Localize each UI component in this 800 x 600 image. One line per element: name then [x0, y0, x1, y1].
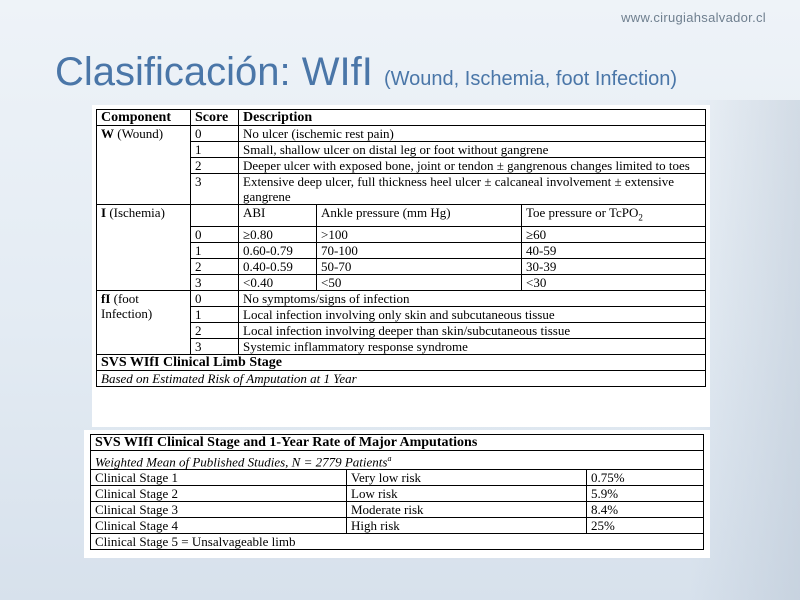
table-row — [97, 290, 706, 306]
wifi-component-table — [96, 109, 706, 387]
score-cell: 0 — [191, 290, 239, 306]
score-cell: 1 — [191, 242, 239, 258]
table-note-row — [91, 451, 704, 470]
site-url: www.cirugiahsalvador.cl — [621, 10, 766, 25]
wifi-classification-card — [92, 105, 710, 427]
score-cell: 2 — [191, 258, 239, 274]
desc-cell: Deeper ulcer with exposed bone, joint or tendon ± gangrenous changes limited to toes — [239, 158, 706, 174]
rate-cell: 0.75% — [587, 470, 704, 486]
header-score: Score — [191, 110, 239, 126]
component-wound: W (Wound) — [97, 126, 191, 205]
table-row — [91, 518, 704, 534]
score-cell: 2 — [191, 158, 239, 174]
header-description: Description — [239, 110, 706, 126]
desc-cell: Local infection involving only skin and subcutaneous tissue — [239, 306, 706, 322]
slide-title — [55, 48, 677, 103]
table-row — [97, 205, 706, 227]
risk-cell: Low risk — [347, 486, 587, 502]
desc-cell: Systemic inflammatory response syndrome — [239, 338, 706, 354]
stage-cell: Clinical Stage 2 — [91, 486, 347, 502]
desc-cell: No symptoms/signs of infection — [239, 290, 706, 306]
rate-cell: 8.4% — [587, 502, 704, 518]
score-cell: 1 — [191, 306, 239, 322]
ankle-cell: >100 — [317, 226, 522, 242]
score-cell: 3 — [191, 274, 239, 290]
table-header-row — [97, 110, 706, 126]
score-cell: 3 — [191, 338, 239, 354]
abi-cell: 0.40-0.59 — [239, 258, 317, 274]
toe-cell: ≥60 — [522, 226, 706, 242]
amputation-rate-table — [90, 434, 704, 550]
stage-cell: Clinical Stage 3 — [91, 502, 347, 518]
subheader-abi: ABI — [239, 205, 317, 227]
table-row — [91, 534, 704, 550]
stage-cell: Clinical Stage 1 — [91, 470, 347, 486]
subheader-ankle-pressure: Ankle pressure (mm Hg) — [317, 205, 522, 227]
ankle-cell: 70-100 — [317, 242, 522, 258]
score-cell: 3 — [191, 174, 239, 205]
toe-cell: 30-39 — [522, 258, 706, 274]
desc-cell: No ulcer (ischemic rest pain) — [239, 126, 706, 142]
stage-cell: Clinical Stage 4 — [91, 518, 347, 534]
ankle-cell: 50-70 — [317, 258, 522, 274]
desc-cell: Small, shallow ulcer on distal leg or foot without gangrene — [239, 142, 706, 158]
stage-5-cell: Clinical Stage 5 = Unsalvageable limb — [91, 534, 704, 550]
score-cell: 0 — [191, 226, 239, 242]
clinical-limb-stage-note: Based on Estimated Risk of Amputation at 1 Year — [97, 370, 706, 386]
score-cell: 2 — [191, 322, 239, 338]
score-cell: 0 — [191, 126, 239, 142]
table-footer-title-row — [97, 354, 706, 370]
toe-cell: 40-59 — [522, 242, 706, 258]
desc-cell: Local infection involving deeper than skin/subcutaneous tissue — [239, 322, 706, 338]
desc-cell: Extensive deep ulcer, full thickness heel ulcer ± calcaneal involvement ± extensive gangrene — [239, 174, 706, 205]
amputation-table-note: Weighted Mean of Published Studies, N = 2779 Patients$^a$ — [91, 451, 704, 470]
score-cell-empty — [191, 205, 239, 227]
component-infection: fI (foot Infection) — [97, 290, 191, 354]
rate-cell: 25% — [587, 518, 704, 534]
header-component: Component — [97, 110, 191, 126]
toe-cell: <30 — [522, 274, 706, 290]
component-ischemia: I (Ischemia) — [97, 205, 191, 291]
ankle-cell: <50 — [317, 274, 522, 290]
subheader-toe-pressure: Toe pressure or TcPO$_2$ — [522, 205, 706, 227]
abi-cell: <0.40 — [239, 274, 317, 290]
amputation-table-title: SVS WIfI Clinical Stage and 1-Year Rate of Major Amputations — [91, 435, 704, 451]
table-footer-note-row — [97, 370, 706, 386]
risk-cell: Very low risk — [347, 470, 587, 486]
title-main: Clasificación: WIfI — [55, 50, 373, 94]
table-row — [91, 502, 704, 518]
rate-cell: 5.9% — [587, 486, 704, 502]
table-row — [97, 126, 706, 142]
table-header-row — [91, 435, 704, 451]
risk-cell: Moderate risk — [347, 502, 587, 518]
abi-cell: 0.60-0.79 — [239, 242, 317, 258]
risk-cell: High risk — [347, 518, 587, 534]
abi-cell: ≥0.80 — [239, 226, 317, 242]
table-row — [91, 486, 704, 502]
table-row — [91, 470, 704, 486]
amputation-rate-card — [84, 430, 710, 558]
title-subtitle: (Wound, Ischemia, foot Infection) — [383, 68, 678, 90]
clinical-limb-stage-title: SVS WIfI Clinical Limb Stage — [97, 354, 706, 370]
score-cell: 1 — [191, 142, 239, 158]
